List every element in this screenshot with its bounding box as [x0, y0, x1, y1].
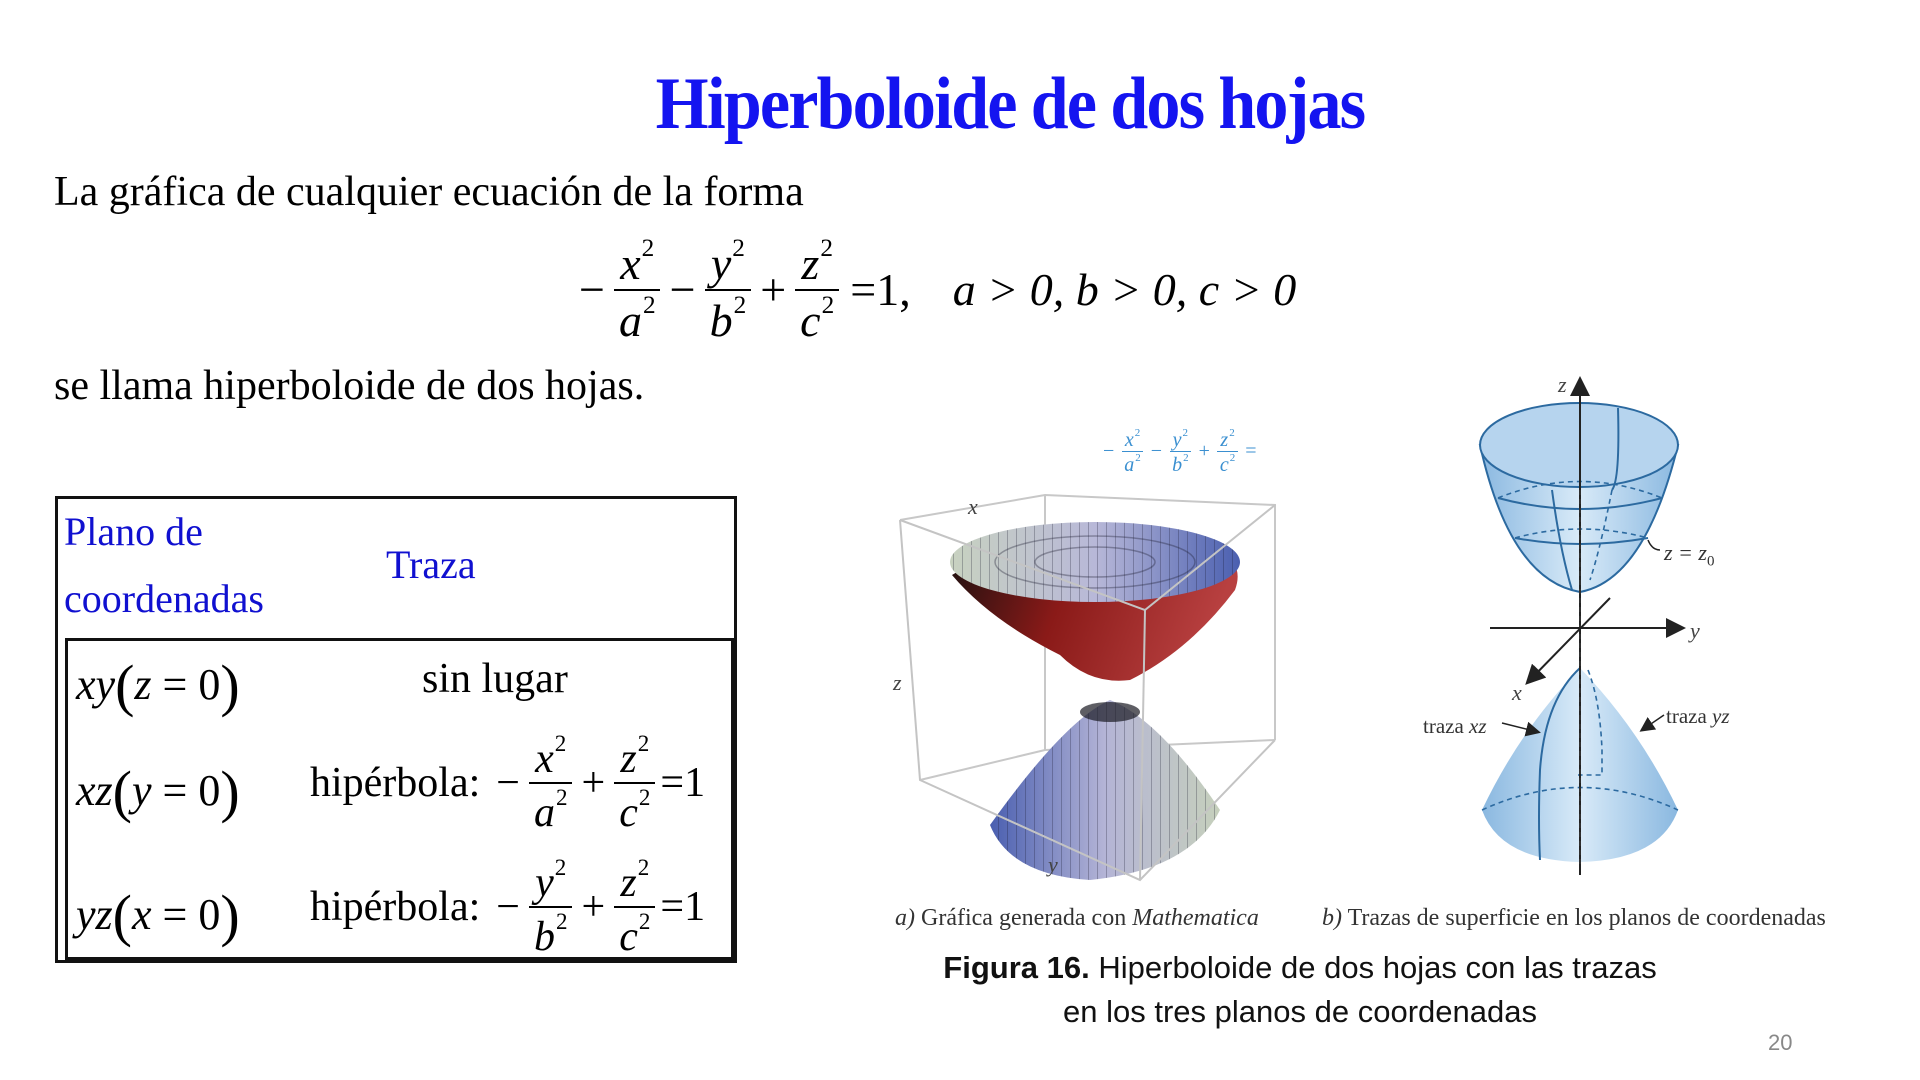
table-row-xz-plane: xz(y = 0): [76, 759, 240, 824]
eq-rhs: =1,: [850, 264, 911, 316]
figure-caption-line2: en los tres planos de coordenadas: [1063, 994, 1537, 1029]
table-row-xy-plane: xy(z = 0): [76, 653, 240, 718]
table-row-yz-plane: yz(x = 0): [76, 883, 240, 948]
table-row-xy-trace: sin lugar: [422, 656, 568, 702]
eq-fraction-y: $\frac{y^2}{b^2}$: [704, 236, 753, 344]
fig-b-caption: b) Trazas de superficie en los planos de coordenadas: [1322, 905, 1826, 931]
fig-b-trace-yz-label: traza yz: [1666, 704, 1730, 728]
fig-b-axis-z-label: z: [1558, 372, 1567, 397]
fig-a-axis-x-label: x: [968, 494, 978, 519]
figure-caption-line1: Figura 16. Hiperboloide de dos hojas con las trazas: [943, 950, 1657, 985]
eq-sign-2: −: [669, 264, 696, 316]
header-plane-line2: coordenadas: [64, 576, 264, 621]
fig-a-caption: a) Gráfica generada con Mathematica: [895, 905, 1259, 931]
fig-a-axis-y-label: y: [1048, 852, 1058, 877]
slide-title: Hiperboloide de dos hojas: [655, 63, 1365, 145]
eq-fraction-x: $\frac{x^2}{a^2}$: [613, 236, 662, 344]
eq-sign-3: +: [760, 264, 787, 316]
fig-b-trace-xz-label: traza xz: [1423, 714, 1487, 738]
fig-a-equation-label: − $\frac{x^2}{a^2}$ − $\frac{y^2}{b^2}$ + $\frac{z^2}{c^2}$ =: [1103, 427, 1257, 476]
eq-conditions: a > 0, b > 0, c > 0: [952, 264, 1297, 316]
header-trace: Traza: [386, 542, 476, 587]
hyperboloid-traces-diagram: [1420, 370, 1780, 890]
fig-b-level-curve-label: $z = z_0$: [1664, 540, 1715, 570]
header-plane-line1: Plano de: [64, 509, 203, 554]
fig-b-axis-y-label: y: [1690, 618, 1700, 643]
main-equation: [575, 236, 1296, 344]
hyperboloid-3d-plot: [890, 480, 1310, 900]
intro-text: La gráfica de cualquier ecuación de la forma: [54, 169, 804, 215]
figure-caption: [880, 946, 1720, 1034]
conclusion-text: se llama hiperboloide de dos hojas.: [54, 363, 645, 409]
eq-sign-1: −: [579, 264, 605, 316]
page-number: 20: [1768, 1030, 1793, 1055]
table-row-yz-trace: hipérbola: − $\frac{y^2}{b^2}$ + $\frac{z^2}{c^2}$ =1: [310, 854, 706, 960]
fig-a-axis-z-label: z: [893, 670, 902, 695]
table-row-xz-trace: hipérbola: − $\frac{x^2}{a^2}$ + $\frac{z^2}{c^2}$ =1: [310, 730, 706, 836]
eq-fraction-z: $\frac{z^2}{c^2}$: [794, 236, 840, 344]
fig-b-axis-x-label: x: [1512, 680, 1522, 705]
